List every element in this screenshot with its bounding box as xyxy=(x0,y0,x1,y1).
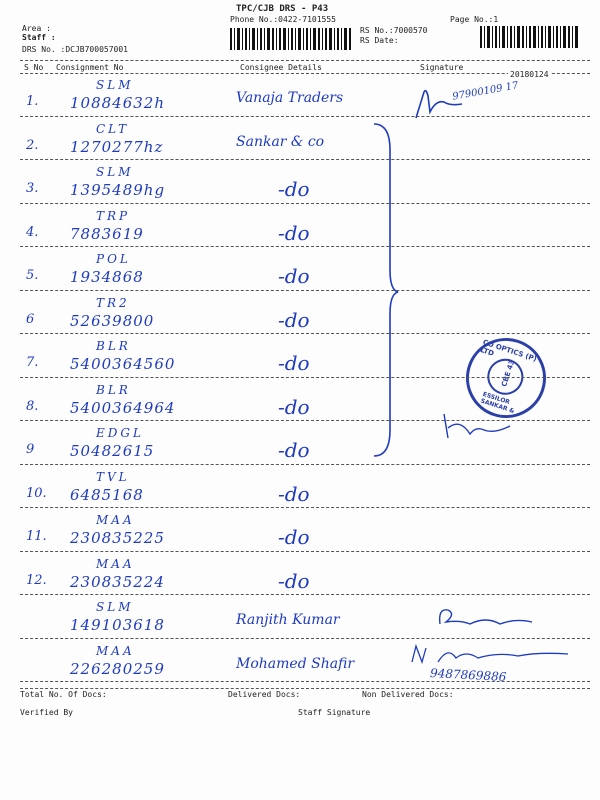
header-divider-top xyxy=(20,60,590,61)
row-sno: 8. xyxy=(26,398,39,414)
row-station: BLR xyxy=(96,339,131,353)
phone-number: Phone No.:0422-7101555 xyxy=(230,15,336,24)
row-divider xyxy=(20,638,590,639)
column-consignment: Consignment No xyxy=(56,63,124,72)
row-sno: 4. xyxy=(26,224,39,240)
row-station: POL xyxy=(96,252,131,266)
row-station: SLM xyxy=(96,165,134,179)
barcode-drs xyxy=(230,28,355,50)
row-signature-note: 9487869886 xyxy=(429,665,507,684)
row-consignment-number: 50482615 xyxy=(70,442,155,460)
row-consignee: -do xyxy=(278,220,310,245)
row-sno: 6 xyxy=(26,311,35,327)
total-docs: Total No. Of Docs: xyxy=(20,690,107,699)
row-divider xyxy=(20,507,590,508)
row-station: MAA xyxy=(96,513,135,527)
row-consignment-number: 230835225 xyxy=(70,529,165,547)
row-consignment-number: 5400364560 xyxy=(70,355,176,373)
signature-scribble-4 xyxy=(408,642,578,666)
row-sno: 9 xyxy=(26,442,35,457)
row-consignment-number: 5400364964 xyxy=(70,398,176,417)
row-sno: 2. xyxy=(26,137,39,153)
page-number: Page No.:1 xyxy=(450,15,499,24)
stamp-code: CBE 43 xyxy=(500,359,517,388)
row-consignee: Sankar & co xyxy=(236,133,325,150)
row-divider xyxy=(20,420,590,421)
row-station: TVL xyxy=(96,469,130,484)
row-sno: 10. xyxy=(26,485,47,501)
row-station: TRP xyxy=(96,208,131,223)
footer-divider xyxy=(20,688,590,689)
column-signature: Signature xyxy=(420,63,464,72)
row-divider xyxy=(20,333,590,334)
row-divider xyxy=(20,290,590,291)
row-divider xyxy=(20,464,590,465)
date-stamp: 20180124 xyxy=(510,70,549,79)
row-sno: 3. xyxy=(26,181,39,196)
rs-number: RS No.:7000570 xyxy=(360,26,428,35)
area-label: Area : xyxy=(22,24,51,33)
row-consignee: Mohamed Shafir xyxy=(236,655,355,672)
row-consignment-number: 230835224 xyxy=(70,572,165,591)
row-divider xyxy=(20,203,590,204)
stamp-text: CO OPTICS (P) LTD xyxy=(479,338,538,364)
column-sno: S No xyxy=(24,63,44,72)
row-consignee: Ranjith Kumar xyxy=(236,612,340,628)
verified-by: Verified By xyxy=(20,708,73,717)
row-station: BLR xyxy=(96,382,131,397)
row-divider xyxy=(20,681,590,682)
row-consignment-number: 1934868 xyxy=(70,268,144,286)
row-consignment-number: 1395489hg xyxy=(70,181,166,199)
row-station: EDGL xyxy=(96,426,144,440)
row-consignee: -do xyxy=(278,568,310,593)
row-consignee: -do xyxy=(278,177,310,201)
row-station: SLM xyxy=(96,78,134,92)
rs-date: RS Date: xyxy=(360,36,399,45)
row-consignment-number: 10884632h xyxy=(70,94,166,112)
row-consignment-number: 7883619 xyxy=(70,224,144,243)
row-consignment-number: 6485168 xyxy=(70,485,144,504)
row-sno: 5. xyxy=(26,268,39,283)
row-divider xyxy=(20,246,590,247)
signature-scribble-2 xyxy=(440,404,520,444)
delivered-docs: Delivered Docs: xyxy=(228,690,301,699)
row-station: SLM xyxy=(96,600,134,614)
row-sno: 1. xyxy=(26,94,39,109)
row-divider xyxy=(20,377,590,378)
row-sno: 7. xyxy=(26,355,39,370)
row-consignment-number: 226280259 xyxy=(70,659,165,678)
row-sno: 11. xyxy=(26,529,47,544)
row-divider xyxy=(20,116,590,117)
row-sno: 12. xyxy=(26,572,47,588)
row-consignee: -do xyxy=(278,307,310,332)
row-consignment-number: 52639800 xyxy=(70,311,155,330)
row-station: MAA xyxy=(96,556,135,571)
row-divider xyxy=(20,551,590,552)
drs-number: DRS No. :DCJB700057001 xyxy=(22,45,128,54)
column-consignee: Consignee Details xyxy=(240,63,322,72)
staff-label: Staff : xyxy=(22,33,56,42)
row-consignee: Vanaja Traders xyxy=(236,90,344,106)
row-consignee: -do xyxy=(278,481,310,506)
header-divider-bottom xyxy=(20,73,590,74)
non-delivered-docs: Non Delivered Docs: xyxy=(362,690,454,699)
row-consignment-number: 1270277hz xyxy=(70,137,164,156)
signature-scribble-3 xyxy=(430,602,540,632)
row-signature-note: 97900109 17 xyxy=(451,80,520,103)
row-consignee: -do xyxy=(278,394,310,419)
barcode-rs xyxy=(480,26,580,48)
row-station: TR2 xyxy=(96,295,130,310)
row-consignee: -do xyxy=(278,525,310,549)
row-consignee: -do xyxy=(278,264,310,288)
row-consignee: -do xyxy=(278,438,310,462)
staff-signature: Staff Signature xyxy=(298,708,371,717)
row-divider xyxy=(20,594,590,595)
stamp-subtext: ESSILOR SANKAR & xyxy=(479,390,516,416)
document-title: TPC/CJB DRS - P43 xyxy=(236,4,329,14)
row-consignment-number: 149103618 xyxy=(70,616,165,634)
row-divider xyxy=(20,159,590,160)
row-station: CLT xyxy=(96,121,130,136)
row-station: MAA xyxy=(96,643,135,658)
row-consignee: -do xyxy=(278,351,310,375)
